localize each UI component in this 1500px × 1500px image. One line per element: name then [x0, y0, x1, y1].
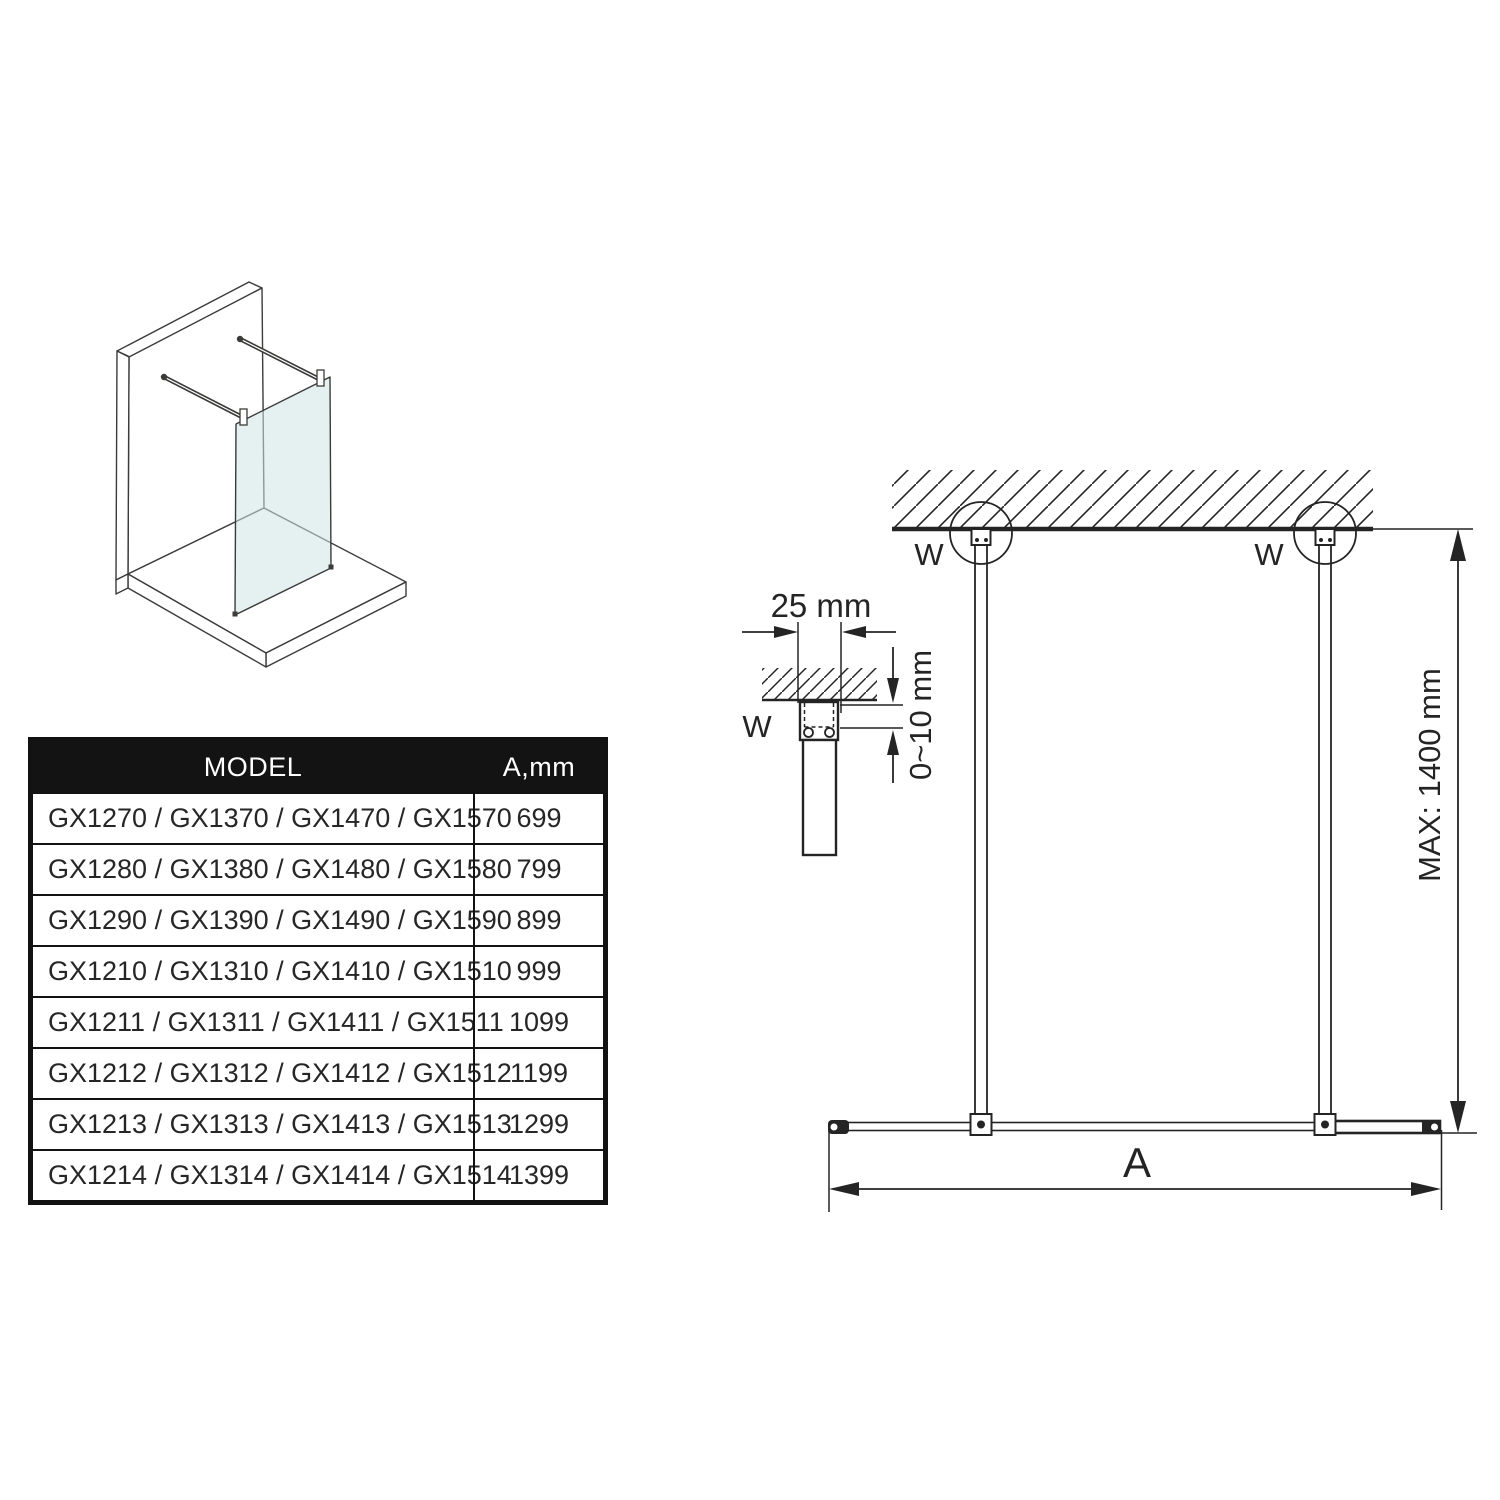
bar-connector-left	[971, 1114, 992, 1135]
bar-connector-right	[1315, 1114, 1336, 1135]
mount-detail-view	[742, 587, 938, 855]
model-size-table	[28, 737, 608, 1205]
table-row-models: GX1214 / GX1314 / GX1414 / GX1514	[33, 1149, 473, 1200]
table-row-a-value: 999	[473, 945, 603, 996]
table-row-a-value: 1199	[473, 1047, 603, 1098]
detail-offset-label: 25 mm	[770, 587, 872, 624]
dimension-a	[829, 1123, 1442, 1212]
column-header-model: MODEL	[33, 742, 473, 792]
table-row-a-value: 1399	[473, 1149, 603, 1200]
detail-support-bar	[803, 740, 836, 855]
wall-left-edge	[116, 351, 129, 580]
table-row-models: GX1212 / GX1312 / GX1412 / GX1512	[33, 1047, 473, 1098]
column-header-a-mm: A,mm	[473, 742, 603, 792]
front-view-drawing	[740, 440, 1480, 1220]
wall-anchor-dot	[161, 374, 167, 380]
wall-anchor-dot	[237, 336, 243, 342]
detail-ceiling-hatch	[762, 668, 877, 700]
dimension-a-label: A	[1122, 1139, 1152, 1186]
table-row-a-value: 799	[473, 843, 603, 894]
support-bar-right	[1319, 545, 1331, 1114]
table-row-a-value: 1099	[473, 996, 603, 1047]
table-row-a-value: 1299	[473, 1098, 603, 1149]
table-row-models: GX1280 / GX1380 / GX1480 / GX1580	[33, 843, 473, 894]
isometric-drawing	[100, 270, 420, 680]
end-clamp-left-screw	[831, 1124, 838, 1131]
wall-label-left: W	[914, 537, 944, 572]
dimension-max-label: MAX: 1400 mm	[1412, 668, 1447, 882]
table-row-a-value: 899	[473, 894, 603, 945]
table-row-models: GX1210 / GX1310 / GX1410 / GX1510	[33, 945, 473, 996]
dimension-max-height	[1412, 529, 1477, 1133]
glass-foot-left	[233, 612, 238, 617]
detail-screw-right	[825, 728, 834, 737]
glass-clamp-far	[317, 370, 324, 386]
ceiling-hatch	[892, 470, 1373, 529]
table-row-models: GX1211 / GX1311 / GX1411 / GX1511	[33, 996, 473, 1047]
glass-clamp-near	[240, 409, 247, 425]
glass-top-bar	[847, 1123, 1317, 1131]
table-row-models: GX1290 / GX1390 / GX1490 / GX1590	[33, 894, 473, 945]
support-bar-left	[975, 545, 987, 1114]
table-row-a-value: 699	[473, 792, 603, 843]
detail-wall-label: W	[742, 709, 772, 744]
table-row-models: GX1270 / GX1370 / GX1470 / GX1570	[33, 792, 473, 843]
wall-label-right: W	[1254, 537, 1284, 572]
table-row-models: GX1213 / GX1313 / GX1413 / GX1513	[33, 1098, 473, 1149]
glass-foot-right	[329, 565, 334, 570]
detail-gap-label: 0~10 mm	[903, 649, 938, 781]
detail-screw-left	[804, 728, 813, 737]
end-clamp-right-screw	[1431, 1124, 1438, 1131]
